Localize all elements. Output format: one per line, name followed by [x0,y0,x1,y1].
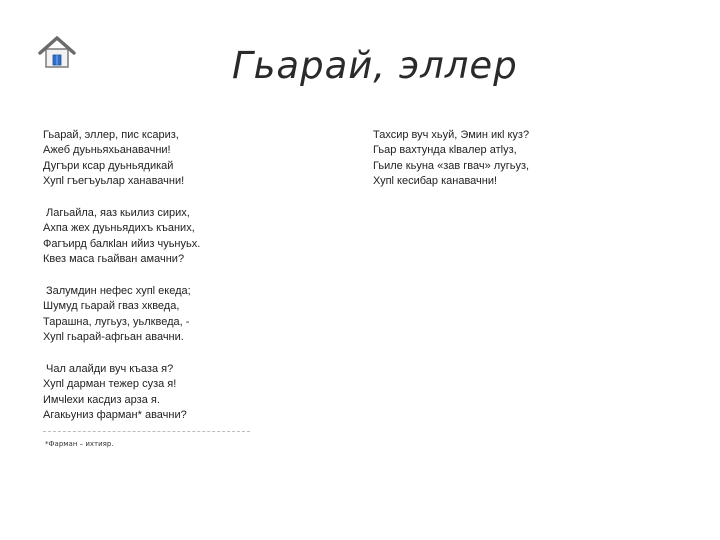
verse-line: Агакьуниз фарман* авачни? [43,409,187,422]
stanza-2 [43,206,200,268]
page-title: Гьарай, эллер [232,44,518,87]
verse-line: Шумуд гьарай гваз хкведа, [43,300,180,313]
verse-line: Дугъри ксар дуьньядикай [43,159,174,172]
home-icon-graphic [37,34,77,70]
verse-line: Тахсир вуч хьуй, Эмин икl куз? [373,129,530,141]
verse-line: Тарашна, лугьуз, уьлкведа, - [43,315,190,328]
verse-line: Лагьайла, яаз кьилиз сирих, [46,207,190,219]
verse-line: Фагъирд балкlан ийиз чуьнуьх. [43,237,201,250]
footnote-divider [43,431,250,432]
stanza-4 [43,362,187,424]
verse-line: Хупl кесибар канавачни! [373,175,498,188]
stanza-1 [43,128,184,190]
verse-line: Хупl гъегъуьлар ханавачни! [43,175,185,188]
verse-line: Имчlехи касдиз арза я. [43,393,160,406]
verse-line: Гьар вахтунда кlвалер атlуз, [373,144,517,157]
verse-line: Квез маса гьайван амачни? [43,253,185,266]
stanza-3 [43,284,191,346]
verse-line: Гьарай, эллер, пис ксариз, [43,129,179,141]
verse-line: Ахпа жех дуьньядихъ къаних, [43,222,195,235]
verse-line: Чал алайди вуч къаза я? [46,363,174,375]
home-icon[interactable] [37,34,77,70]
verse-line: Хупl гьарай-афгьан авачни. [43,331,184,344]
verse-line: Хупl дарман тежер суза я! [43,378,177,391]
footnote: *Фарман – ихтияр. [45,440,114,448]
verse-line: Залумдин нефес хупl екеда; [46,285,191,297]
stanza-5 [373,128,529,190]
verse-line: Ажеб дуьньяхьанавачни! [43,144,171,157]
verse-line: Гьиле кьуна «зав гвач» лугьуз, [373,159,530,172]
